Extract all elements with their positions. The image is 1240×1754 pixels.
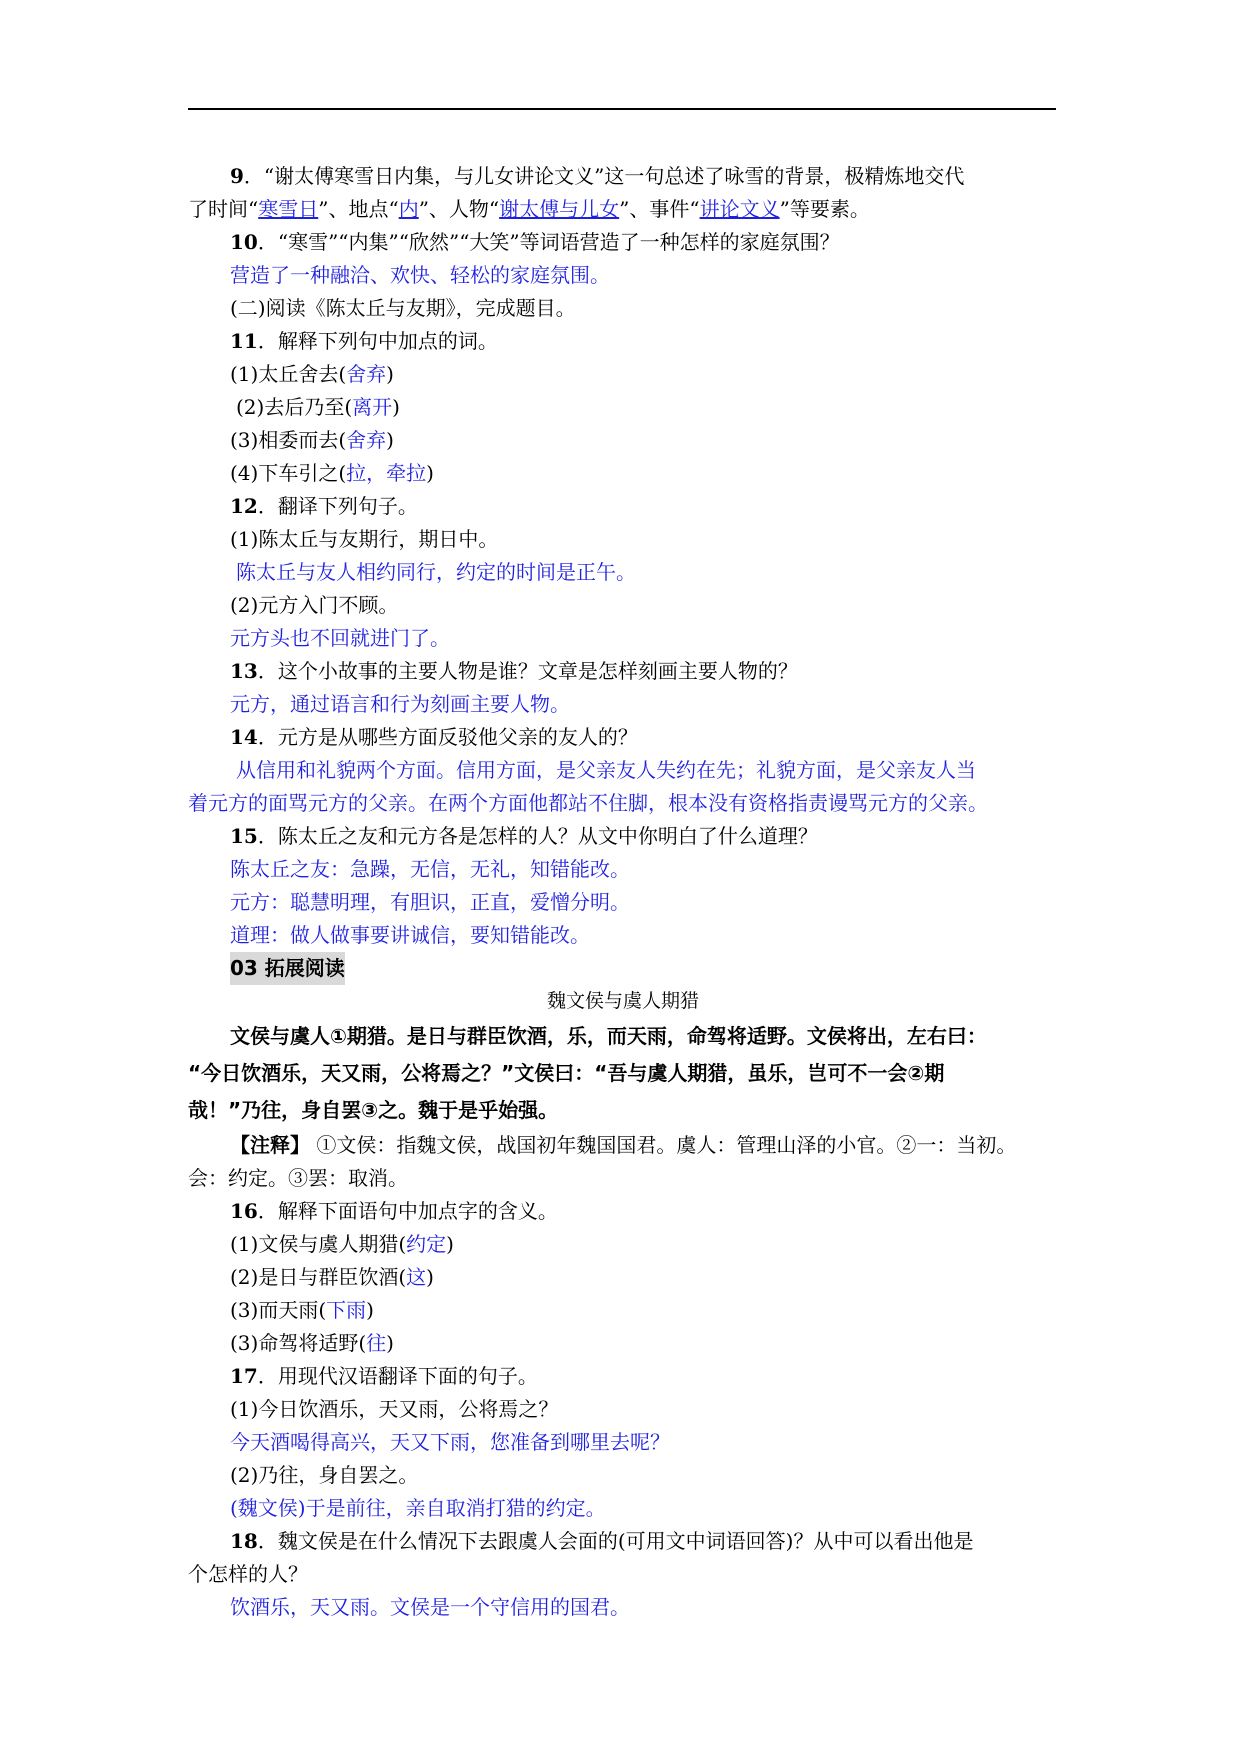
q17-answer-2: (魏文侯)于是前往，亲自取消打猎的约定。 bbox=[230, 1496, 606, 1520]
answer-13: 元方，通过语言和行为刻画主要人物。 bbox=[230, 692, 570, 716]
item-text: (4)下车引之( bbox=[230, 461, 347, 485]
question-18-continued: 个怎样的人？ bbox=[188, 1562, 308, 1586]
item-answer: 约定 bbox=[406, 1232, 447, 1256]
item-answer: 往 bbox=[366, 1331, 387, 1355]
item-text: (2)去后乃至( bbox=[236, 395, 353, 419]
question-text: ．解释下列句中加点的词。 bbox=[257, 329, 498, 353]
question-text: ．这个小故事的主要人物是谁？文章是怎样刻画主要人物的？ bbox=[257, 659, 798, 683]
header-rule bbox=[188, 108, 1056, 110]
question-text: ．元方是从哪些方面反驳他父亲的友人的？ bbox=[257, 725, 638, 749]
q12-sentence-1: (1)陈太丘与友期行，期日中。 bbox=[230, 527, 499, 551]
question-number: 11 bbox=[230, 329, 258, 353]
q12-sentence-2: (2)元方入门不顾。 bbox=[230, 593, 399, 617]
notes-line-2: 会：约定。③罢：取消。 bbox=[188, 1166, 408, 1190]
item-end: ) bbox=[426, 1265, 434, 1289]
text: ”、事件“ bbox=[619, 197, 700, 221]
answer-18: 饮酒乐，天又雨。文侯是一个守信用的国君。 bbox=[230, 1595, 630, 1619]
item-text: (1)太丘舍去( bbox=[230, 362, 347, 386]
question-number: 18 bbox=[230, 1529, 258, 1553]
q16-item-1 bbox=[188, 1228, 1058, 1261]
text: ”、人物“ bbox=[418, 197, 500, 221]
question-text: ．“寒雪”“内集”“欣然”“大笑”等词语营造了一种怎样的家庭氛围？ bbox=[257, 230, 840, 254]
question-17 bbox=[188, 1360, 1058, 1393]
question-number: 13 bbox=[230, 659, 258, 683]
item-text: (3)相委而去( bbox=[230, 428, 347, 452]
question-text: ．“谢太傅寒雪日内集，与儿女讲论文义”这一句总述了咏雪的背景，极精炼地交代 bbox=[243, 164, 965, 188]
item-answer: 舍弃 bbox=[346, 362, 387, 386]
answer-10: 营造了一种融洽、欢快、轻松的家庭氛围。 bbox=[230, 263, 610, 287]
answer-14-line-2: 着元方的面骂元方的父亲。在两个方面他都站不住脚，根本没有资格指责谩骂元方的父亲。 bbox=[188, 791, 988, 815]
notes-line-1 bbox=[188, 1129, 1058, 1162]
q11-item-3 bbox=[188, 424, 1058, 457]
question-14 bbox=[188, 721, 1058, 754]
question-12 bbox=[188, 490, 1058, 523]
question-9-continued bbox=[188, 193, 1058, 226]
question-number: 10 bbox=[230, 230, 258, 254]
item-end: ) bbox=[386, 362, 394, 386]
answer-blank-event: 讲论文义 bbox=[699, 197, 780, 221]
q12-answer-1: 陈太丘与友人相约同行，约定的时间是正午。 bbox=[236, 560, 636, 584]
item-text: (3)而天雨( bbox=[230, 1298, 327, 1322]
item-answer: 这 bbox=[406, 1265, 427, 1289]
notes-text: ①文侯：指魏文侯，战国初年魏国国君。虞人：管理山泽的小官。②一：当初。 bbox=[310, 1133, 1017, 1157]
passage-line-1: 文侯与虞人①期猎。是日与群臣饮酒，乐，而天雨，命驾将适野。文侯将出，左右曰： bbox=[230, 1024, 987, 1048]
question-10 bbox=[188, 226, 1058, 259]
item-answer: 舍弃 bbox=[346, 428, 387, 452]
q17-sentence-1: (1)今日饮酒乐，天又雨，公将焉之？ bbox=[230, 1397, 559, 1421]
question-text: ．翻译下列句子。 bbox=[257, 494, 418, 518]
section-3-heading: 03 拓展阅读 bbox=[230, 952, 345, 985]
text: ”、地点“ bbox=[318, 197, 399, 221]
question-16 bbox=[188, 1195, 1058, 1228]
q16-item-3 bbox=[188, 1294, 1058, 1327]
question-11 bbox=[188, 325, 1058, 358]
item-answer: 下雨 bbox=[326, 1298, 367, 1322]
question-number: 15 bbox=[230, 824, 258, 848]
q16-item-2 bbox=[188, 1261, 1058, 1294]
q11-item-1 bbox=[188, 358, 1058, 391]
question-text: ．解释下面语句中加点字的含义。 bbox=[257, 1199, 558, 1223]
item-text: (3)命驾将适野( bbox=[230, 1331, 367, 1355]
question-number: 12 bbox=[230, 494, 258, 518]
question-text: ．用现代汉语翻译下面的句子。 bbox=[257, 1364, 538, 1388]
q17-sentence-2: (2)乃往，身自罢之。 bbox=[230, 1463, 419, 1487]
question-number: 16 bbox=[230, 1199, 258, 1223]
question-9 bbox=[188, 160, 1058, 193]
question-18 bbox=[188, 1525, 1058, 1558]
question-text: ．陈太丘之友和元方各是怎样的人？从文中你明白了什么道理？ bbox=[257, 824, 818, 848]
answer-15-lesson: 道理：做人做事要讲诚信，要知错能改。 bbox=[230, 923, 590, 947]
item-end: ) bbox=[392, 395, 400, 419]
question-number: 17 bbox=[230, 1364, 258, 1388]
answer-blank-place: 内 bbox=[398, 197, 419, 221]
answer-blank-people: 谢太傅与儿女 bbox=[499, 197, 620, 221]
answer-14-line-1: 从信用和礼貌两个方面。信用方面，是父亲友人失约在先；礼貌方面，是父亲友人当 bbox=[236, 758, 976, 782]
question-number: 9 bbox=[230, 164, 244, 188]
q11-item-2 bbox=[188, 391, 1058, 424]
item-end: ) bbox=[446, 1232, 454, 1256]
item-answer: 离开 bbox=[352, 395, 393, 419]
item-answer: 拉，牵拉 bbox=[346, 461, 427, 485]
item-text: (2)是日与群臣饮酒( bbox=[230, 1265, 407, 1289]
part-2-heading: (二)阅读《陈太丘与友期》，完成题目。 bbox=[230, 296, 576, 320]
q11-item-4 bbox=[188, 457, 1058, 490]
notes-label: 【注释】 bbox=[230, 1133, 310, 1157]
item-text: (1)文侯与虞人期猎( bbox=[230, 1232, 407, 1256]
passage-line-2: “今日饮酒乐，天又雨，公将焉之？”文侯曰：“吾与虞人期猎，虽乐，岂可不一会②期 bbox=[188, 1061, 945, 1085]
answer-blank-time: 寒雪日 bbox=[258, 197, 319, 221]
item-end: ) bbox=[386, 428, 394, 452]
answer-15-friend: 陈太丘之友：急躁，无信，无礼，知错能改。 bbox=[230, 857, 630, 881]
q17-answer-1: 今天酒喝得高兴，天又下雨，您准备到哪里去呢？ bbox=[230, 1430, 670, 1454]
item-end: ) bbox=[366, 1298, 374, 1322]
question-15 bbox=[188, 820, 1058, 853]
passage-title: 魏文侯与虞人期猎 bbox=[546, 990, 699, 1012]
question-number: 14 bbox=[230, 725, 258, 749]
q12-answer-2: 元方头也不回就进门了。 bbox=[230, 626, 450, 650]
item-end: ) bbox=[426, 461, 434, 485]
answer-15-yuanfang: 元方：聪慧明理，有胆识，正直，爱憎分明。 bbox=[230, 890, 630, 914]
question-13 bbox=[188, 655, 1058, 688]
question-text: ．魏文侯是在什么情况下去跟虞人会面的(可用文中词语回答)？从中可以看出他是 bbox=[257, 1529, 974, 1553]
q16-item-4 bbox=[188, 1327, 1058, 1360]
text: ”等要素。 bbox=[779, 197, 870, 221]
worksheet-body bbox=[188, 160, 1058, 1624]
section-3-heading-row bbox=[188, 952, 1058, 985]
item-end: ) bbox=[386, 1331, 394, 1355]
text: 了时间“ bbox=[188, 197, 259, 221]
passage-line-3: 哉！”乃往，身自罢③之。魏于是乎始强。 bbox=[188, 1098, 559, 1122]
